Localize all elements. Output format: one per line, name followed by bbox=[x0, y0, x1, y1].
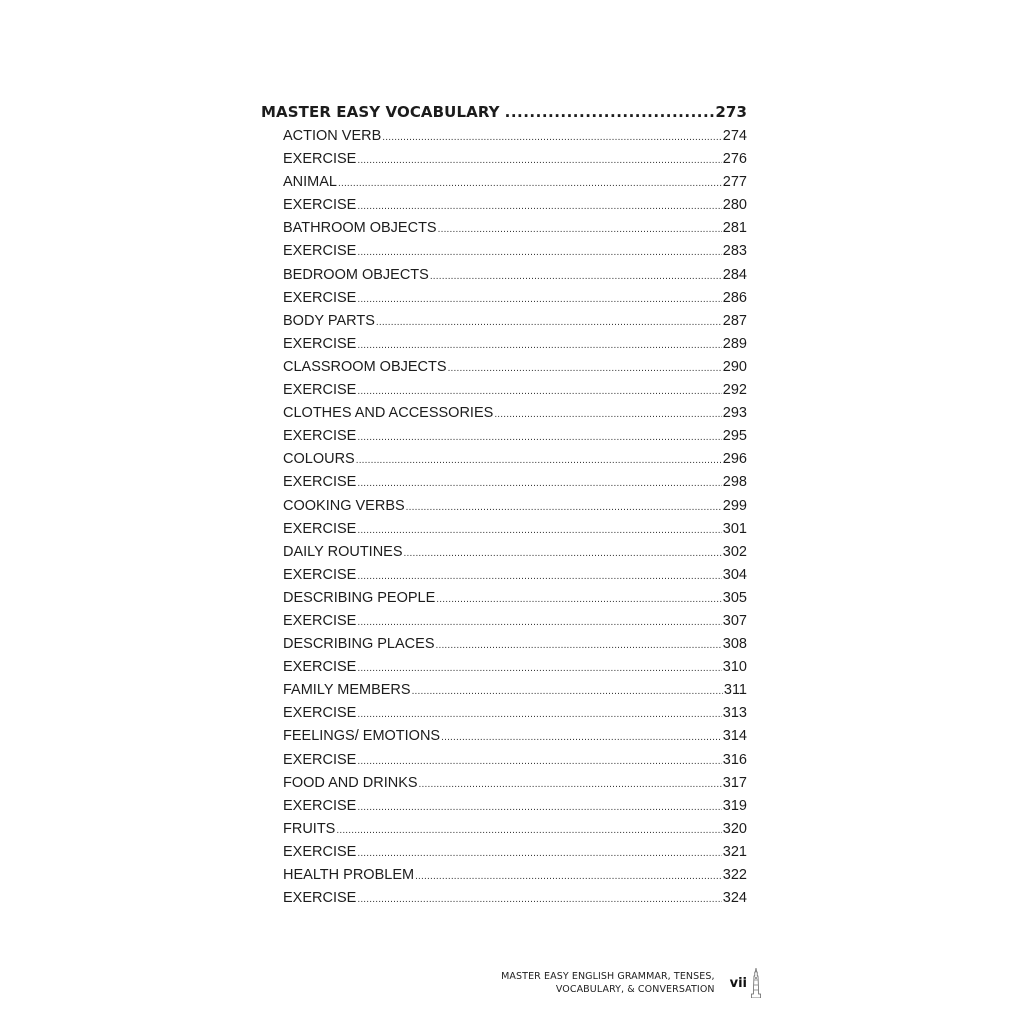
toc-entry-label: CLOTHES AND ACCESSORIES bbox=[283, 405, 494, 422]
dot-leader bbox=[357, 663, 721, 674]
toc-entry[interactable] bbox=[283, 359, 747, 382]
dot-leader bbox=[438, 224, 722, 235]
dot-leader bbox=[357, 525, 721, 536]
toc-entry-page: 319 bbox=[722, 797, 747, 814]
dot-leader bbox=[356, 455, 722, 466]
toc-entry-label: CLASSROOM OBJECTS bbox=[283, 358, 447, 375]
toc-entry-page: 324 bbox=[722, 890, 747, 907]
toc-entry-label: DESCRIBING PLACES bbox=[283, 636, 435, 653]
toc-entry-label: EXERCISE bbox=[283, 843, 357, 860]
toc-entry-label: BATHROOM OBJECTS bbox=[283, 220, 437, 237]
toc-entry[interactable] bbox=[283, 382, 747, 405]
toc-entry-page: 322 bbox=[722, 867, 747, 883]
dot-leader bbox=[338, 178, 722, 189]
dot-leader bbox=[406, 502, 722, 513]
toc-entry-list bbox=[261, 128, 747, 913]
dot-leader bbox=[382, 132, 722, 143]
toc-entry[interactable] bbox=[283, 798, 747, 821]
dot-leader bbox=[357, 155, 721, 166]
toc-entry[interactable] bbox=[283, 844, 747, 867]
dot-leader bbox=[357, 294, 721, 305]
dot-leader bbox=[419, 779, 722, 790]
dot-leader bbox=[357, 848, 721, 859]
toc-entry-label: EXERCISE bbox=[283, 382, 357, 399]
toc-entry[interactable] bbox=[283, 498, 747, 521]
toc-entry[interactable] bbox=[283, 613, 747, 636]
toc-entry-page: 298 bbox=[722, 474, 747, 491]
toc-entry-label: EXERCISE bbox=[283, 520, 357, 537]
toc-entry-page: 307 bbox=[722, 612, 747, 629]
toc-entry-label: EXERCISE bbox=[283, 751, 357, 768]
toc-entry-page: 283 bbox=[722, 243, 747, 260]
footer-line-2: VOCABULARY, & CONVERSATION bbox=[555, 984, 715, 995]
toc-entry-label: EXERCISE bbox=[283, 289, 357, 306]
dot-leader bbox=[441, 732, 722, 743]
toc-entry[interactable] bbox=[283, 313, 747, 336]
toc-entry-page: 274 bbox=[722, 128, 747, 144]
toc-entry-label: EXERCISE bbox=[283, 566, 357, 583]
toc-entry[interactable] bbox=[283, 405, 747, 428]
dot-leader bbox=[357, 802, 721, 813]
toc-entry-label: BODY PARTS bbox=[283, 312, 375, 329]
toc-entry-page: 296 bbox=[722, 451, 747, 468]
toc-entry[interactable] bbox=[283, 243, 747, 266]
toc-entry[interactable] bbox=[283, 659, 747, 682]
toc-entry-label: FAMILY MEMBERS bbox=[283, 682, 411, 699]
toc-entry-page: 316 bbox=[722, 751, 747, 768]
toc-entry-page: 290 bbox=[722, 358, 747, 375]
toc-entry[interactable] bbox=[283, 336, 747, 359]
toc-entry-label: EXERCISE bbox=[283, 890, 357, 907]
toc-entry-label: DESCRIBING PEOPLE bbox=[283, 589, 436, 606]
toc-entry[interactable] bbox=[283, 128, 747, 151]
table-of-contents bbox=[261, 103, 747, 913]
dot-leader bbox=[494, 409, 721, 420]
dot-leader bbox=[505, 103, 715, 121]
toc-entry-label: DAILY ROUTINES bbox=[283, 543, 403, 560]
toc-entry-label: EXERCISE bbox=[283, 705, 357, 722]
toc-entry-page: 321 bbox=[722, 843, 747, 860]
toc-entry[interactable] bbox=[283, 682, 747, 705]
toc-entry-label: EXERCISE bbox=[283, 335, 357, 352]
dot-leader bbox=[357, 386, 721, 397]
dot-leader bbox=[436, 640, 722, 651]
toc-entry[interactable] bbox=[283, 174, 747, 197]
dot-leader bbox=[404, 548, 722, 559]
toc-entry-label: ACTION VERB bbox=[283, 128, 382, 144]
toc-entry-page: 293 bbox=[722, 405, 747, 422]
dot-leader bbox=[357, 478, 721, 489]
footer-book-title bbox=[501, 970, 714, 996]
toc-entry-page: 287 bbox=[722, 312, 747, 329]
dot-leader bbox=[357, 617, 721, 628]
toc-entry-label: COOKING VERBS bbox=[283, 497, 405, 514]
dot-leader bbox=[357, 247, 721, 258]
toc-entry-label: EXERCISE bbox=[283, 659, 357, 676]
toc-entry-label: BEDROOM OBJECTS bbox=[283, 266, 429, 283]
dot-leader bbox=[357, 340, 721, 351]
toc-entry-label: EXERCISE bbox=[283, 151, 357, 168]
toc-entry-label: EXERCISE bbox=[283, 197, 357, 214]
toc-entry-page: 313 bbox=[722, 705, 747, 722]
dot-leader bbox=[357, 709, 721, 720]
toc-entry-label: EXERCISE bbox=[283, 428, 357, 445]
toc-entry[interactable] bbox=[283, 567, 747, 590]
dot-leader bbox=[357, 756, 721, 767]
toc-entry[interactable] bbox=[283, 821, 747, 844]
toc-entry[interactable] bbox=[283, 151, 747, 174]
dot-leader bbox=[357, 894, 721, 905]
toc-entry[interactable] bbox=[283, 290, 747, 313]
toc-section-header[interactable] bbox=[261, 103, 747, 128]
toc-entry-page: 284 bbox=[722, 266, 747, 283]
toc-entry[interactable] bbox=[283, 544, 747, 567]
toc-entry[interactable] bbox=[283, 890, 747, 913]
toc-section-title: MASTER EASY VOCABULARY bbox=[261, 103, 500, 121]
toc-entry-page: 308 bbox=[722, 636, 747, 653]
toc-entry-page: 281 bbox=[722, 220, 747, 237]
toc-entry[interactable] bbox=[283, 451, 747, 474]
toc-entry-page: 310 bbox=[722, 659, 747, 676]
toc-entry-label: EXERCISE bbox=[283, 243, 357, 260]
toc-entry[interactable] bbox=[283, 197, 747, 220]
toc-section-page: 273 bbox=[715, 103, 747, 121]
toc-entry-page: 277 bbox=[722, 174, 747, 191]
toc-entry-page: 286 bbox=[722, 289, 747, 306]
dot-leader bbox=[436, 594, 722, 605]
tower-icon bbox=[750, 968, 762, 998]
dot-leader bbox=[412, 686, 723, 697]
toc-entry[interactable] bbox=[283, 267, 747, 290]
toc-entry-page: 301 bbox=[722, 520, 747, 537]
toc-entry-page: 299 bbox=[722, 497, 747, 514]
toc-entry-page: 314 bbox=[722, 728, 747, 745]
toc-entry[interactable] bbox=[283, 728, 747, 751]
dot-leader bbox=[430, 271, 722, 282]
toc-entry[interactable] bbox=[283, 474, 747, 497]
toc-entry-page: 295 bbox=[722, 428, 747, 445]
toc-entry-label: FEELINGS/ EMOTIONS bbox=[283, 728, 441, 745]
toc-entry[interactable] bbox=[283, 590, 747, 613]
toc-entry-label: COLOURS bbox=[283, 451, 355, 468]
footer-line-1: MASTER EASY ENGLISH GRAMMAR, TENSES, bbox=[501, 971, 715, 982]
dot-leader bbox=[415, 871, 722, 882]
toc-entry-page: 320 bbox=[722, 820, 747, 837]
toc-entry[interactable] bbox=[283, 705, 747, 728]
toc-entry-page: 292 bbox=[722, 382, 747, 399]
toc-entry-label: EXERCISE bbox=[283, 474, 357, 491]
toc-entry[interactable] bbox=[283, 775, 747, 798]
toc-entry-page: 311 bbox=[723, 682, 747, 699]
toc-entry-page: 289 bbox=[722, 335, 747, 352]
toc-entry-page: 317 bbox=[722, 774, 747, 791]
dot-leader bbox=[357, 571, 721, 582]
dot-leader bbox=[448, 363, 722, 374]
toc-entry-page: 276 bbox=[722, 151, 747, 168]
footer-page-number: vii bbox=[729, 975, 747, 991]
dot-leader bbox=[357, 201, 721, 212]
toc-entry[interactable] bbox=[283, 867, 747, 890]
page-footer bbox=[501, 968, 762, 998]
dot-leader bbox=[336, 825, 721, 836]
toc-entry[interactable] bbox=[283, 752, 747, 775]
toc-entry[interactable] bbox=[283, 521, 747, 544]
dot-leader bbox=[376, 317, 722, 328]
toc-entry-label: EXERCISE bbox=[283, 797, 357, 814]
toc-entry[interactable] bbox=[283, 220, 747, 243]
toc-entry-label: ANIMAL bbox=[283, 174, 337, 191]
toc-entry-page: 302 bbox=[722, 543, 747, 560]
toc-entry-page: 280 bbox=[722, 197, 747, 214]
toc-entry-label: HEALTH PROBLEM bbox=[283, 867, 415, 883]
toc-entry-label: EXERCISE bbox=[283, 612, 357, 629]
toc-entry-page: 305 bbox=[722, 589, 747, 606]
toc-entry-page: 304 bbox=[722, 566, 747, 583]
dot-leader bbox=[357, 432, 721, 443]
toc-entry-label: FRUITS bbox=[283, 820, 336, 837]
toc-entry[interactable] bbox=[283, 428, 747, 451]
toc-entry[interactable] bbox=[283, 636, 747, 659]
toc-entry-label: FOOD AND DRINKS bbox=[283, 774, 418, 791]
